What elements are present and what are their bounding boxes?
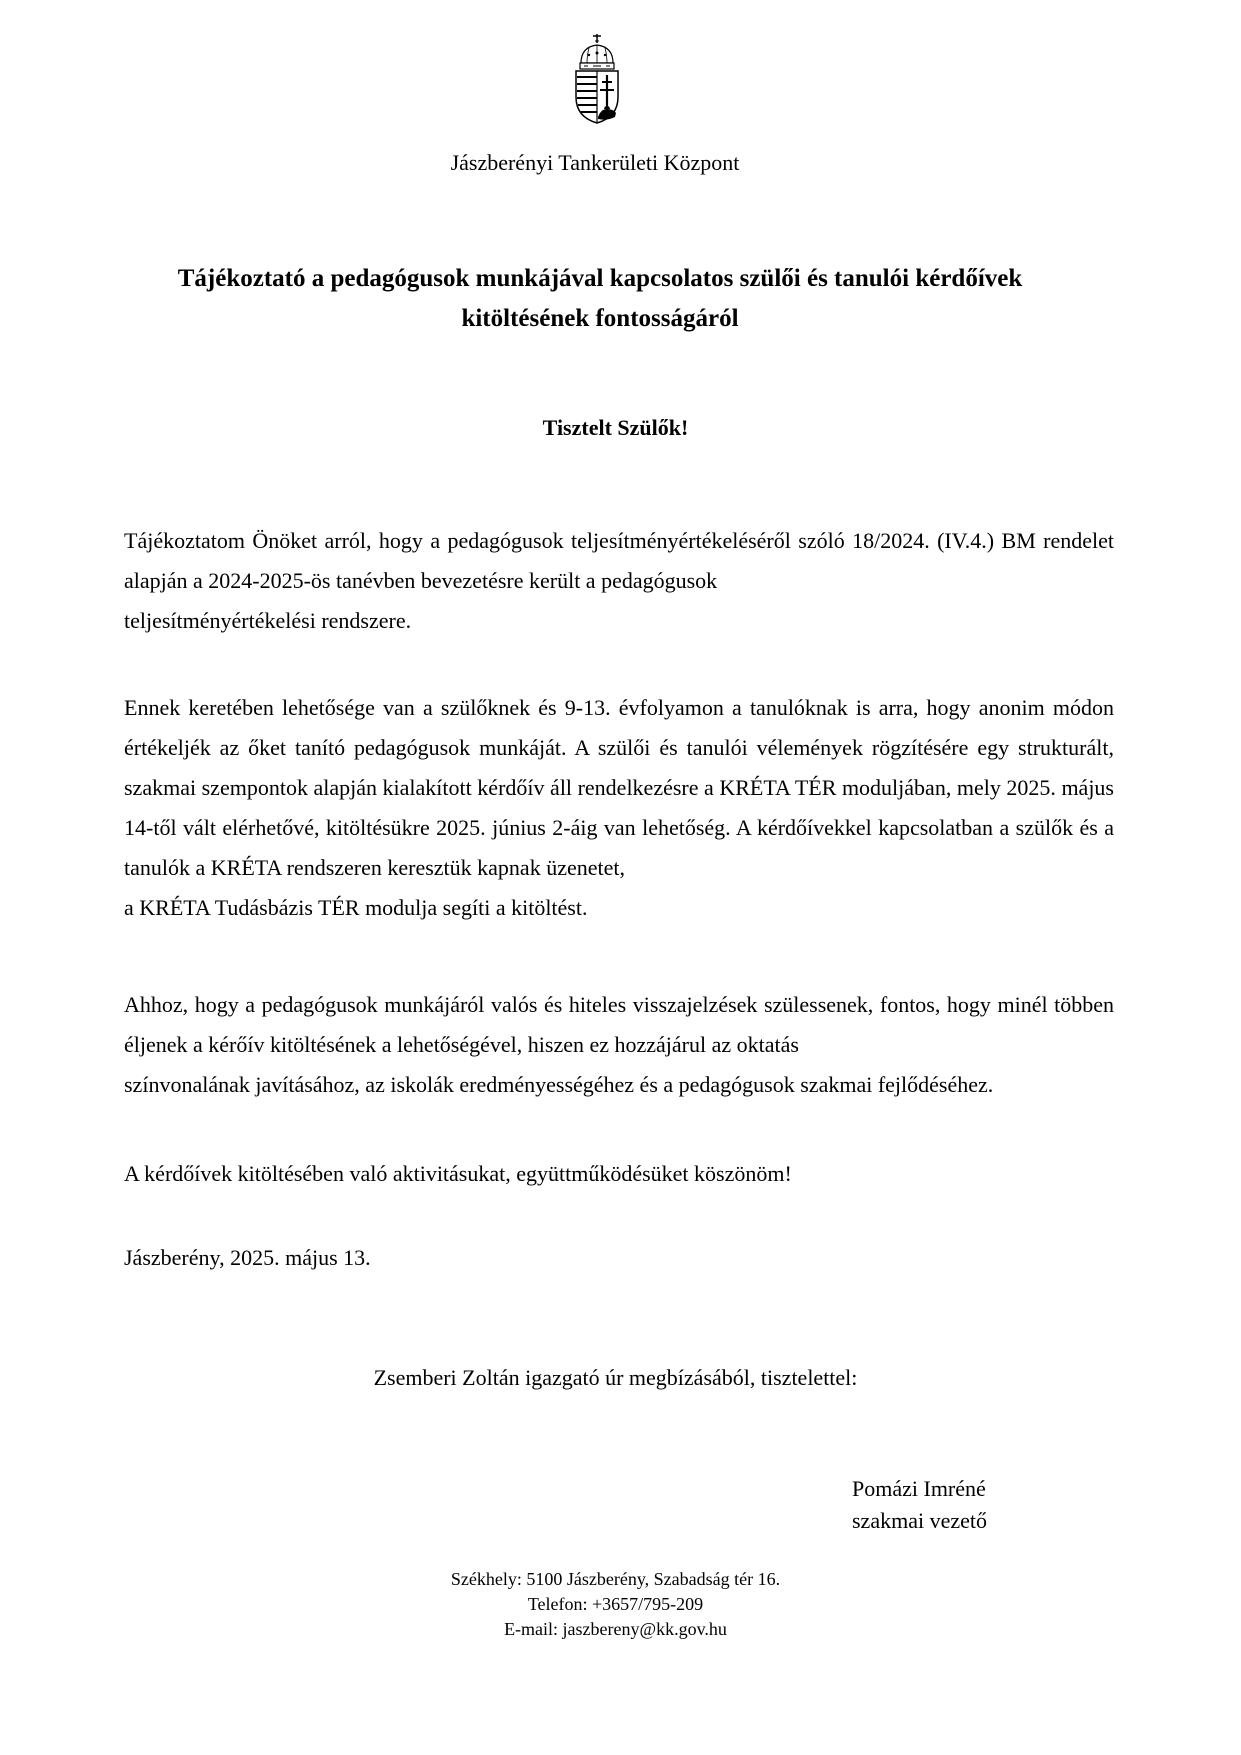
signatory-role: szakmai vezető [852,1508,987,1533]
paragraph-3-last-line: színvonalának javításához, az iskolák eredményességéhez és a pedagógusok szakmai fejlődéséhez. [124,1072,994,1097]
paragraph-4: A kérdőívek kitöltésében való aktivitásukat, együttműködésüket köszönöm! [124,1161,792,1186]
paragraph-2-last-line: a KRÉTA Tudásbázis TÉR modulja segíti a kitöltést. [124,895,588,920]
signature-block [852,1473,987,1537]
paragraph-2 [124,688,1114,928]
footer-phone: Telefon: +3657/795-209 [527,1594,704,1614]
paragraph-3-body: Ahhoz, hogy a pedagógusok munkájáról valós és hiteles visszajelzések szülessenek, fontos, hogy minél többen éljenek a kérőív kitöltésének a lehetőségével, hiszen ez hozzájárul az oktatás [124,992,1114,1057]
footer [0,1567,1231,1642]
salutation: Tisztelt Szülők! [542,415,689,440]
paragraph-1 [124,521,1114,641]
organization-name: Jászberényi Tankerületi Központ [450,150,740,175]
coat-of-arms-icon [571,33,623,125]
signatory-name: Pomázi Imréné [852,1476,986,1501]
document-title-line-1: Tájékoztató a pedagógusok munkájával kapcsolatos szülői és tanulói kérdőívek [177,265,1023,292]
date-line: Jászberény, 2025. május 13. [124,1245,371,1270]
paragraph-3 [124,985,1114,1105]
paragraph-1-last-line: teljesítményértékelési rendszere. [124,608,412,633]
footer-email: E-mail: jaszbereny@kk.gov.hu [504,1619,727,1639]
paragraph-1-body: Tájékoztatom Önöket arról, hogy a pedagógusok teljesítményértékeléséről szóló 18/2024. (IV.4.) BM rendelet alapján a 2024-2025-ös tanévben bevezetésre került a pedagógusok [124,528,1114,593]
closing-line: Zsemberi Zoltán igazgató úr megbízásából, tisztelettel: [373,1365,858,1390]
document-title-line-2: kitöltésének fontosságáról [461,305,739,332]
document-title [120,259,1080,339]
paragraph-2-body: Ennek keretében lehetősége van a szülőknek és 9-13. évfolyamon a tanulóknak is arra, hogy anonim módon értékeljék az őket tanító pedagógusok munkáját. A szülői és tanulói vélemények rögzítésére egy strukturált, szakmai szempontok alapján kialakított kérdőív áll rendelkezésre a KRÉTA TÉR moduljában, mely 2025. május 14-től vált elérhetővé, kitöltésükre 2025. június 2-áig van lehetőség. A kérdőívekkel kapcsolatban a szülők és a tanulók a KRÉTA rendszeren keresztük kapnak üzenetet, [124,695,1114,880]
footer-address: Székhely: 5100 Jászberény, Szabadság tér 16. [450,1569,781,1589]
